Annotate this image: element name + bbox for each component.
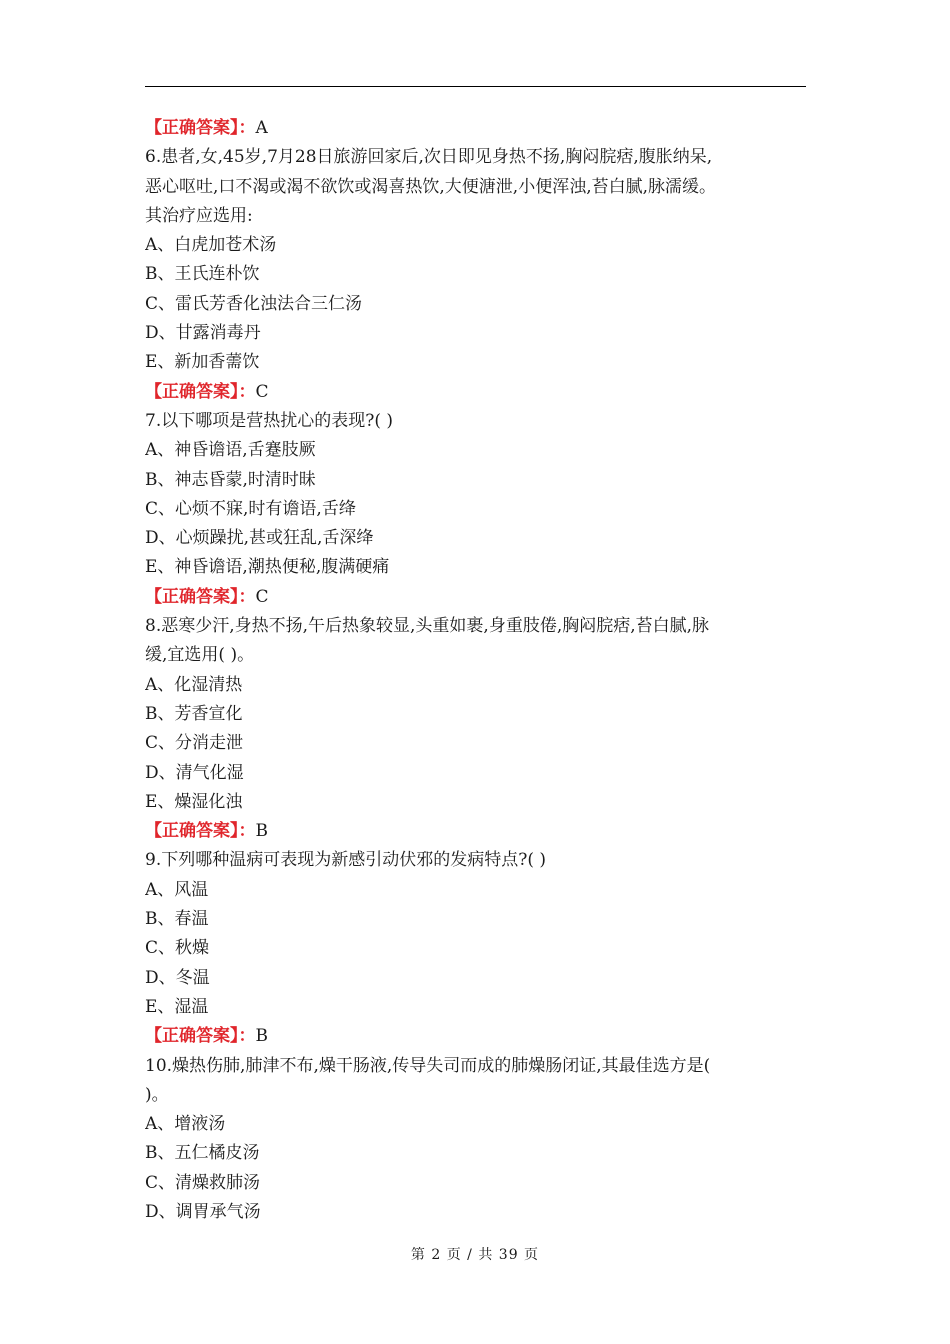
- answer-option: A、白虎加苍术汤: [145, 235, 277, 256]
- answer-option: A、增液汤: [145, 1114, 226, 1135]
- question-text-line: 9.下列哪种温病可表现为新感引动伏邪的发病特点?( ): [145, 850, 547, 871]
- correct-answer-value: C: [255, 381, 269, 402]
- answer-option: A、神昏谵语,舌蹇肢厥: [145, 440, 316, 461]
- correct-answer-value: A: [255, 118, 268, 138]
- question-text-line: )。: [145, 1084, 169, 1105]
- question-text-line: 恶心呕吐,口不渴或渴不欲饮或渴喜热饮,大便溏泄,小便浑浊,苔白腻,脉濡缓。: [145, 176, 717, 197]
- answer-option: B、春温: [145, 909, 209, 930]
- answer-option: B、芳香宣化: [145, 703, 243, 724]
- answer-option: B、王氏连朴饮: [145, 264, 260, 285]
- answer-option: C、分消走泄: [145, 733, 244, 754]
- answer-option: D、甘露消毒丹: [145, 323, 261, 344]
- answer-option: E、神昏谵语,潮热便秘,腹满硬痛: [145, 557, 390, 578]
- correct-answer-value: B: [255, 1026, 268, 1047]
- correct-answer-line: [145, 817, 807, 846]
- correct-answer-label: 【正确答案】：: [145, 1026, 256, 1047]
- answer-option: A、风温: [145, 879, 209, 900]
- answer-option: D、清气化湿: [145, 762, 244, 783]
- answer-option: B、神志昏蒙,时清时昧: [145, 469, 316, 490]
- question-text-line: 7.以下哪项是营热扰心的表现?( ): [145, 410, 394, 431]
- question-text-line: 其治疗应选用:: [145, 205, 253, 226]
- correct-answer-label: 【正确答案】：: [145, 586, 256, 607]
- correct-answer-line: [145, 378, 807, 407]
- correct-answer-label: 【正确答案】：: [145, 821, 256, 842]
- answer-option: C、雷氏芳香化浊法合三仁汤: [145, 293, 363, 314]
- answer-option: C、秋燥: [145, 938, 210, 959]
- document-body: [145, 114, 807, 1227]
- question-text-line: 8.恶寒少汗,身热不扬,午后热象较显,头重如裹,身重肢倦,胸闷脘痞,苔白腻,脉: [145, 616, 710, 637]
- correct-answer-line: [145, 114, 807, 143]
- header-rule: [145, 86, 806, 87]
- answer-option: D、冬温: [145, 967, 210, 988]
- correct-answer-label: 【正确答案】：: [145, 118, 256, 138]
- correct-answer-line: [145, 1022, 807, 1051]
- correct-answer-line: [145, 583, 807, 612]
- answer-option: C、清燥救肺汤: [145, 1172, 261, 1193]
- answer-option: D、心烦躁扰,甚或狂乱,舌深绛: [145, 528, 374, 549]
- answer-option: E、新加香薷饮: [145, 352, 260, 373]
- question-text-line: 10.燥热伤肺,肺津不布,燥干肠液,传导失司而成的肺燥肠闭证,其最佳选方是(: [145, 1055, 711, 1076]
- page-footer: 第 2 页 / 共 39 页: [410, 1247, 540, 1263]
- correct-answer-value: C: [255, 586, 269, 607]
- answer-option: C、心烦不寐,时有谵语,舌绛: [145, 498, 356, 519]
- correct-answer-label: 【正确答案】：: [145, 381, 256, 402]
- answer-option: B、五仁橘皮汤: [145, 1143, 260, 1164]
- answer-option: E、燥湿化浊: [145, 791, 243, 812]
- correct-answer-value: B: [255, 821, 268, 842]
- question-text-line: 6.患者,女,45岁,7月28日旅游回家后,次日即见身热不扬,胸闷脘痞,腹胀纳呆,: [145, 147, 713, 168]
- answer-option: A、化湿清热: [145, 674, 243, 695]
- question-text-line: 缓,宜选用( )。: [145, 645, 255, 666]
- answer-option: D、调胃承气汤: [145, 1201, 261, 1222]
- answer-option: E、湿温: [145, 996, 209, 1017]
